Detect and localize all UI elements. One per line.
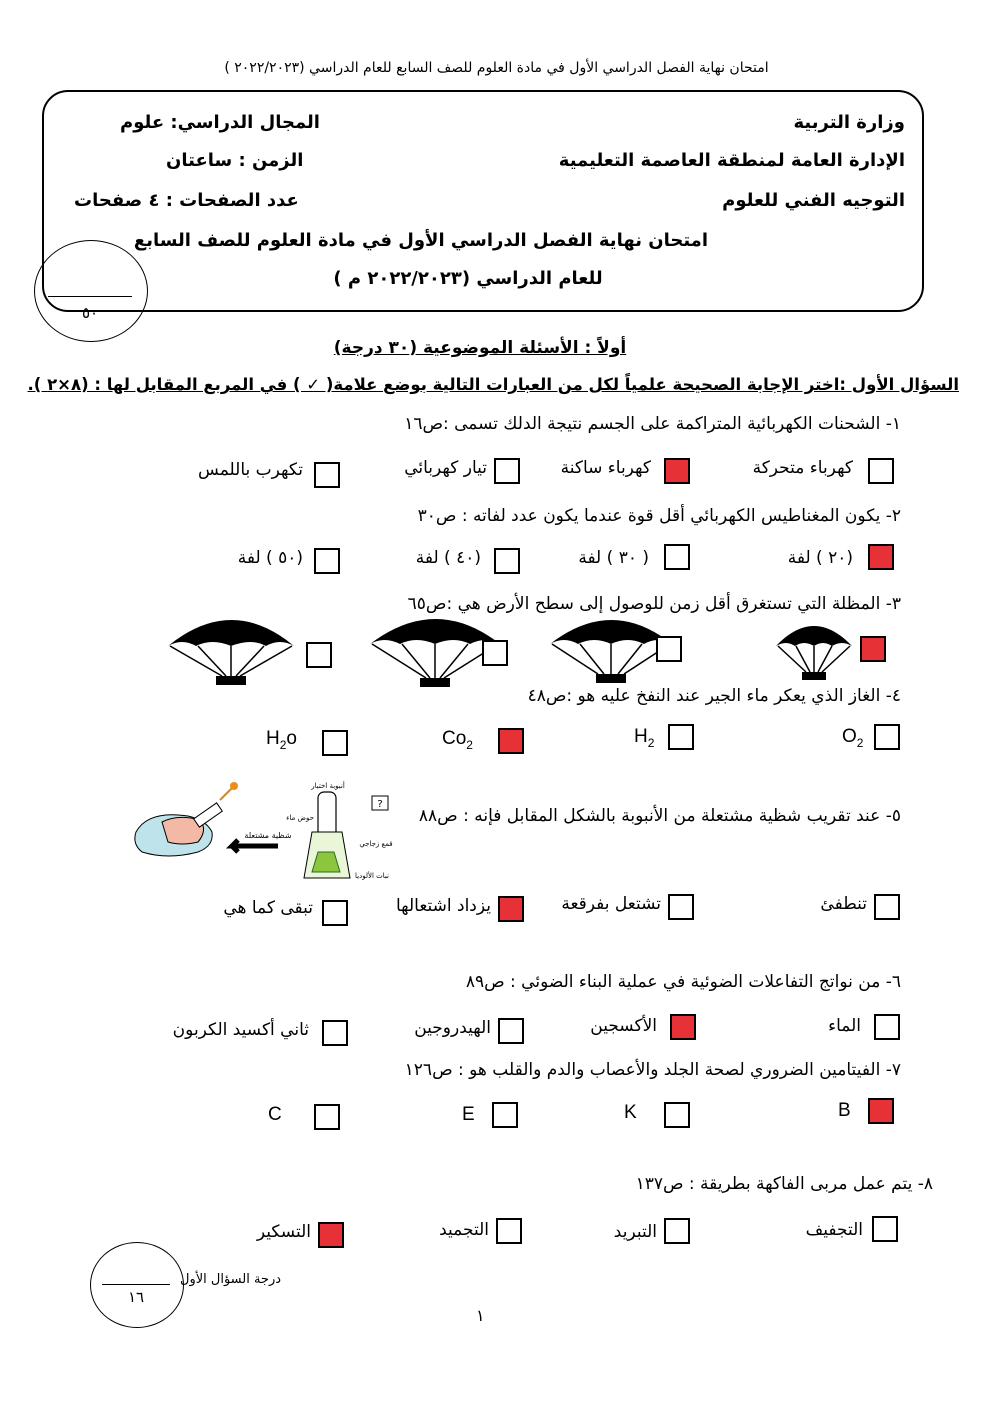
option-checkbox[interactable] — [872, 1216, 898, 1242]
apparatus-icon — [304, 792, 350, 878]
directorate-name: الإدارة العامة لمنطقة العاصمة التعليمية — [558, 150, 905, 171]
academic-year: للعام الدراسي (٢٠٢٢/٢٠٢٣ م ) — [333, 268, 603, 289]
option-checkbox-checked[interactable] — [868, 1098, 894, 1124]
option-checkbox-checked[interactable] — [670, 1014, 696, 1040]
figure-label-water: حوض ماء — [286, 814, 314, 822]
arrow-icon — [232, 840, 278, 852]
option-checkbox-checked[interactable] — [498, 728, 524, 754]
option-checkbox[interactable] — [322, 1020, 348, 1046]
option-checkbox[interactable] — [498, 1018, 524, 1044]
figure-label-glass: قمع زجاجي — [359, 840, 393, 848]
option-label: تبقى كما هي — [223, 898, 313, 918]
option-checkbox[interactable] — [494, 458, 520, 484]
option-checkbox[interactable] — [668, 724, 694, 750]
pages-label: عدد الصفحات : ٤ صفحات — [74, 190, 299, 211]
option-label: (٢٠ ) لفة — [787, 548, 853, 568]
document-header-line: امتحان نهاية الفصل الدراسي الأول في مادة العلوم للصف السابع للعام الدراسي (٢٠٢٢/٢٠٢٣ ) — [224, 60, 769, 76]
question-text: ٣- المظلة التي تستغرق أقل زمن للوصول إلى سطح الأرض هي :ص٦٥ — [407, 594, 901, 614]
option-label: الهيدروجين — [414, 1018, 491, 1038]
option-label: يزداد اشتعالها — [395, 896, 491, 916]
option-label: E — [462, 1104, 475, 1125]
option-label: $O_2$ — [842, 726, 864, 750]
q1-score-line — [102, 1284, 170, 1285]
option-label: تكهرب باللمس — [198, 460, 303, 480]
option-label: الأكسجين — [590, 1016, 657, 1036]
option-label: ( ٣٠ ) لفة — [578, 548, 649, 568]
option-checkbox[interactable] — [322, 730, 348, 756]
option-label: $H_2o$ — [266, 728, 297, 752]
option-checkbox-checked[interactable] — [860, 636, 886, 662]
option-checkbox[interactable] — [482, 640, 508, 666]
option-checkbox[interactable] — [664, 544, 690, 570]
question-text: ٥- عند تقريب شظية مشتعلة من الأنبوبة بالشكل المقابل فإنه : ص٨٨ — [418, 806, 901, 826]
option-label: $H_2$ — [634, 726, 655, 750]
option-checkbox[interactable] — [314, 1104, 340, 1130]
option-checkbox-checked[interactable] — [868, 544, 894, 570]
question-text: ٧- الفيتامين الضروري لصحة الجلد والأعصاب والدم والقلب هو : ص١٢٦ — [404, 1060, 901, 1080]
ministry-name: وزارة التربية — [793, 112, 905, 133]
q1-score-circle — [90, 1242, 184, 1328]
option-checkbox-checked[interactable] — [664, 458, 690, 484]
figure-label-question: ? — [377, 799, 383, 810]
question-text: ٨- يتم عمل مربى الفاكهة بطريقة : ص١٣٧ — [635, 1174, 933, 1194]
option-checkbox-checked[interactable] — [318, 1222, 344, 1248]
option-checkbox[interactable] — [492, 1102, 518, 1128]
option-label: K — [624, 1102, 637, 1123]
total-score-line — [48, 296, 132, 297]
option-label: الماء — [828, 1016, 861, 1036]
parachute-icon — [550, 620, 672, 683]
option-checkbox[interactable] — [668, 894, 694, 920]
option-checkbox[interactable] — [322, 900, 348, 926]
total-score: ٥٠ — [81, 304, 99, 322]
parachute-icon — [168, 620, 294, 685]
option-checkbox[interactable] — [494, 548, 520, 574]
option-label: كهرباء متحركة — [752, 458, 853, 478]
option-label: التبريد — [613, 1222, 657, 1242]
field-label: المجال الدراسي: علوم — [120, 112, 320, 133]
option-label: B — [838, 1100, 851, 1121]
option-checkbox[interactable] — [874, 894, 900, 920]
option-label: تنطفئ — [820, 894, 867, 914]
option-label: (٤٠ ) لفة — [415, 548, 481, 568]
option-checkbox[interactable] — [664, 1102, 690, 1128]
hand-icon — [135, 782, 238, 856]
q1-score-label: درجة السؤال الأول — [180, 1272, 282, 1287]
option-checkbox[interactable] — [306, 642, 332, 668]
option-checkbox[interactable] — [496, 1218, 522, 1244]
parachute-images — [160, 614, 860, 692]
option-label: تيار كهربائي — [404, 458, 487, 478]
figure-label-plant: نبات الألوديا — [355, 872, 389, 880]
exam-title: امتحان نهاية الفصل الدراسي الأول في مادة العلوم للصف السابع — [133, 230, 708, 251]
option-label: التسكير — [256, 1222, 311, 1242]
q1-score: ١٦ — [127, 1288, 145, 1306]
total-score-circle — [34, 240, 148, 342]
option-label: ثاني أكسيد الكربون — [172, 1020, 309, 1040]
question-text: ٢- يكون المغناطيس الكهربائي أقل قوة عندما يكون عدد لفاته : ص٣٠ — [417, 506, 901, 526]
option-label: (٥٠ ) لفة — [237, 548, 303, 568]
option-label: تشتعل بفرقعة — [561, 894, 661, 914]
figure-label-splint: شظية مشتعلة — [244, 831, 292, 840]
option-checkbox[interactable] — [314, 462, 340, 488]
question-text: ٦- من نواتج التفاعلات الضوئية في عملية البناء الضوئي : ص٨٩ — [465, 972, 901, 992]
option-label: التجفيف — [805, 1220, 863, 1240]
option-label: $Co_2$ — [442, 728, 473, 752]
parachute-icon — [776, 626, 852, 680]
option-checkbox[interactable] — [314, 548, 340, 574]
option-label: التجميد — [439, 1220, 489, 1240]
option-checkbox[interactable] — [874, 724, 900, 750]
question-text: ١- الشحنات الكهربائية المتراكمة على الجسم نتيجة الدلك تسمى :ص١٦ — [404, 414, 901, 434]
question-1-instruction: السؤال الأول :اختر الإجابة الصحيحة علمياً لكل من العبارات التالية بوضع علامة( ✓ ) في المربع المقابل لها : (٨×٢ ). — [27, 375, 959, 394]
option-checkbox[interactable] — [656, 636, 682, 662]
experiment-figure — [128, 780, 398, 890]
option-label: C — [268, 1104, 282, 1125]
option-checkbox[interactable] — [874, 1014, 900, 1040]
option-label: كهرباء ساكنة — [560, 458, 651, 478]
guidance-name: التوجيه الفني للعلوم — [722, 190, 905, 211]
option-checkbox-checked[interactable] — [498, 896, 524, 922]
option-checkbox[interactable] — [664, 1218, 690, 1244]
parachute-icon — [370, 619, 500, 687]
section-title: أولاً : الأسئلة الموضوعية (٣٠ درجة) — [333, 338, 627, 358]
page-number: ١ — [476, 1306, 485, 1325]
question-text: ٤- الغاز الذي يعكر ماء الجير عند النفخ عليه هو :ص٤٨ — [527, 686, 901, 706]
figure-label-tube: أنبوبة اختبار — [311, 782, 345, 790]
time-label: الزمن : ساعتان — [166, 150, 304, 171]
option-checkbox[interactable] — [868, 458, 894, 484]
